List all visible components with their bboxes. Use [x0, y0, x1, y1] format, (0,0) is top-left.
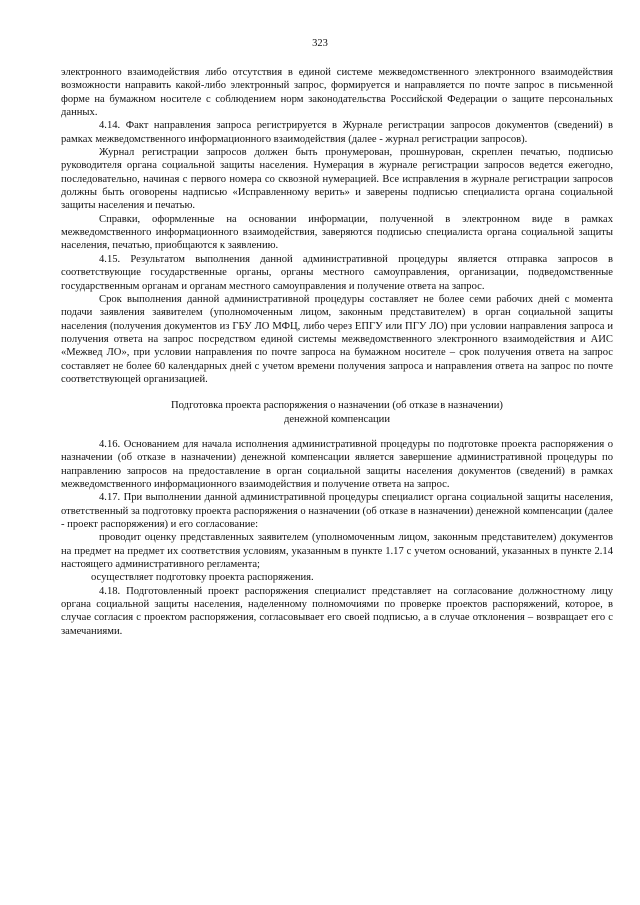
list-item-preparation: осуществляет подготовку проекта распоряжения. — [91, 572, 314, 584]
paragraph-continuation: электронного взаимодействия либо отсутствия в единой системе межведомственного электронного взаимодействия возможности направить какой-либо электронный запрос, формируется и направляется по почте запрос в письменной форме на бумажном носителе с соблюдением норм законодательства Российской Федерации о защите персональных данных. — [61, 67, 613, 119]
list-item-assessment: проводит оценку представленных заявителем (уполномоченным лицом, законным представителем) документов на предмет на предмет их соответствия условиям, указанным в пункте 1.17 с учетом оснований, указанных в пункте 2.14 настоящего административного регламента; — [61, 532, 613, 571]
paragraph-journal: Журнал регистрации запросов должен быть пронумерован, прошнурован, скреплен печатью, подписью руководителя органа социальной защиты населения. Нумерация в журнале регистрации запросов ведется ежегодно, последовательно, начиная с первого номера со сквозной нумерацией. Все исправления в журнале регистрации запросов должны быть оговорены надписью «Исправленному верить» и заверены подписью специалиста органа социальной защиты населения и печатью. — [61, 147, 613, 212]
paragraph-4-15: 4.15. Результатом выполнения данной административной процедуры является отправка запросов в соответствующие государственные органы, органы местного самоуправления, организации, подведомственные государственным органам и органам местного самоуправления и получение ответа на запрос. — [61, 253, 613, 292]
paragraph-4-17: 4.17. При выполнении данной административной процедуры специалист органа социальной защиты населения, ответственный за подготовку проекта распоряжения о назначении (об отказе в назначении) денежной компенсации (далее - проект распоряжения) и его согласование: — [61, 492, 613, 530]
paragraph-4-14: 4.14. Факт направления запроса регистрируется в Журнале регистрации запросов документов (сведений) в рамках межведомственного информационного взаимодействия (далее - журнал регистрации запросов). — [61, 120, 613, 145]
page-number: 323 — [312, 38, 328, 49]
paragraph-deadline: Срок выполнения данной административной процедуры составляет не более семи рабочих дней с момента подачи заявления заявителем (уполномоченным лицом, законным представителем) в орган социальной защиты населения (получения документов из ГБУ ЛО МФЦ, либо через ЕПГУ или ПГУ ЛО) при условии направления запроса и получения ответа на запрос посредством единой системы межведомственного электронного взаимодействия и АИС «Межвед ЛО», при условии направления по почте запроса на бумажном носителе – срок получения ответа на запрос составляет не более 60 календарных дней с учетом времени получения запроса и направления ответа на запрос по почте соответствующей организацией. — [61, 293, 613, 385]
section-heading-line-1: Подготовка проекта распоряжения о назначении (об отказе в назначении) — [171, 400, 503, 412]
section-heading — [61, 399, 613, 426]
paragraph-certificates: Справки, оформленные на основании информации, полученной в электронном виде в рамках межведомственного информационного взаимодействия, заверяются подписью специалиста органа социальной защиты населения, печатью, приобщаются к заявлению. — [61, 213, 613, 252]
paragraph-4-16: 4.16. Основанием для начала исполнения административной процедуры по подготовке проекта распоряжения о назначении (об отказе в назначении) денежной компенсации является завершение административной процедуры по направлению запросов на предоставление в орган социальной защиты населения документов (сведений) в рамках межведомственного информационного взаимодействия и получение ответа на запрос. — [61, 438, 613, 490]
section-heading-line-2: денежной компенсации — [283, 413, 391, 425]
document-body — [61, 66, 613, 638]
paragraph-4-18: 4.18. Подготовленный проект распоряжения специалист представляет на согласование должностному лицу органа социальной защиты населения, наделенному полномочиями по проверке проектов распоряжений, которое, в случае согласия с проектом распоряжения, согласовывает его своей подписью, а в случае отклонения – возвращает его с замечаниями. — [61, 585, 613, 637]
